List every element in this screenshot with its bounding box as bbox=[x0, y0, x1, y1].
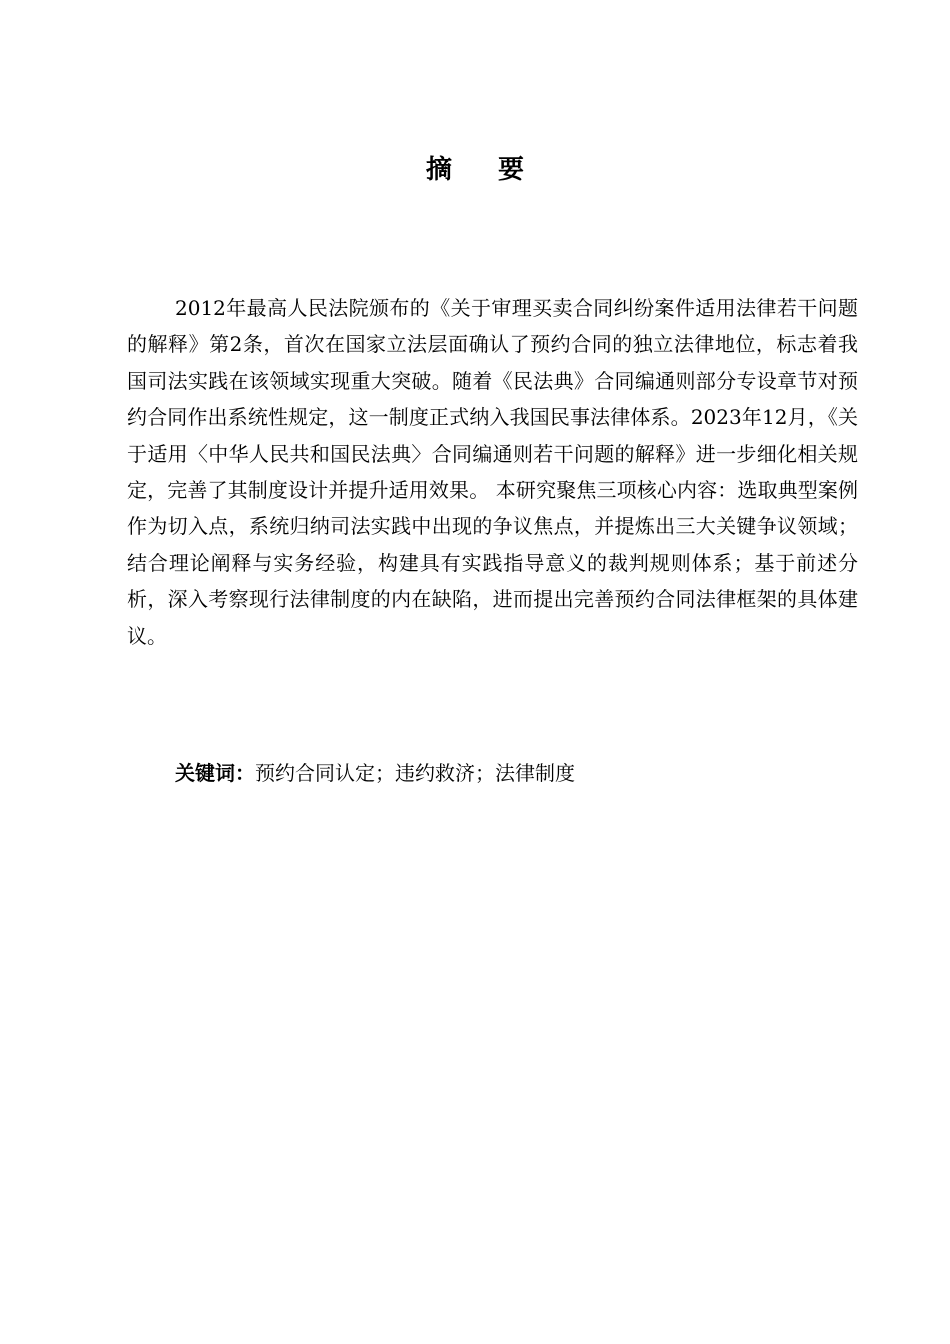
abstract-paragraph: 2012年最高人民法院颁布的《关于审理买卖合同纠纷案件适用法律若干问题的解释》第2条，首次在国家立法层面确认了预约合同的独立法律地位，标志着我国司法实践在该领域实现重大突破。随着《民法典》合同编通则部分专设章节对预约合同作出系统性规定，这一制度正式纳入我国民事法律体系。2023年12月，《关于适用〈中华人民共和国民法典〉合同编通则若干问题的解释》进一步细化相关规定，完善了其制度设计并提升适用效果。 本研究聚焦三项核心内容：选取典型案例作为切入点，系统归纳司法实践中出现的争议焦点，并提炼出三大关键争议领域；结合理论阐释与实务经验，构建具有实践指导意义的裁判规则体系；基于前述分析，深入考察现行法律制度的内在缺陷，进而提出完善预约合同法律框架的具体建议。 bbox=[127, 296, 858, 648]
abstract-title bbox=[0, 150, 950, 190]
keywords-value: 预约合同认定；违约救济；法律制度 bbox=[255, 761, 575, 785]
keywords-line bbox=[175, 757, 575, 789]
keywords-label: 关键词： bbox=[175, 761, 255, 785]
title-char-1: 摘 bbox=[425, 155, 452, 185]
title-char-2: 要 bbox=[498, 155, 525, 185]
